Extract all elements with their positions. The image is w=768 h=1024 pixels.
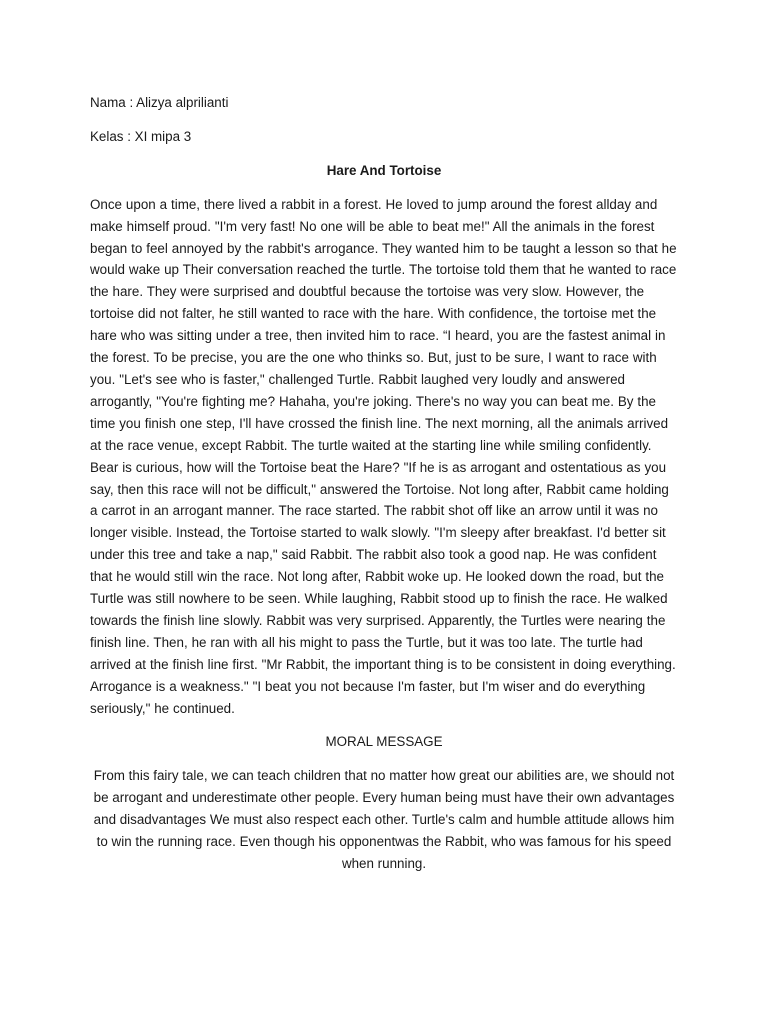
moral-heading: MORAL MESSAGE — [325, 734, 443, 750]
student-name: Nama : Alizya alprilianti — [90, 95, 229, 110]
story-title: Hare And Tortoise — [326, 162, 442, 178]
moral-body: From this fairy tale, we can teach children that no matter how great our abilities are, we should not be arrogant and underestimate other people. Every human being must have their own advantages and disadvantages We must also respect each other. Turtle's calm and humble attitude allows him to win the running race. Even though his opponentwas the Rabbit, who was famous for his speed when running. — [93, 768, 675, 871]
student-class: Kelas : XI mipa 3 — [90, 128, 192, 144]
story-body: Once upon a time, there lived a rabbit in a forest. He loved to jump around the forest allday and make himself proud. "I'm very fast! No one will be able to beat me!" All the animals in the forest began to feel annoyed by the rabbit's arrogance. They wanted him to be taught a lesson so that he would wake up Their conversation reached the turtle. The tortoise told them that he wanted to race the hare. They were surprised and doubtful because the tortoise was very slow. However, the tortoise did not falter, he still wanted to race with the hare. With confidence, the tortoise met the hare who was sitting under a tree, then invited him to race. “I heard, you are the fastest animal in the forest. To be precise, you are the one who thinks so. But, just to be sure, I want to race with you. "Let's see who is faster," challenged Turtle. Rabbit laughed very loudly and answered arrogantly, "You're fighting me? Hahaha, you're joking. There's no way you can beat me. By the time you finish one step, I'll have crossed the finish line. The next morning, all the animals arrived at the race venue, except Rabbit. The turtle waited at the starting line while smiling confidently. Bear is curious, how will the Tortoise beat the Hare? "If he is as arrogant and ostentatious as you say, then this race will not be difficult," answered the Tortoise. Not long after, Rabbit came holding a carrot in an arrogant manner. The race started. The rabbit shot off like an arrow until it was no longer visible. Instead, the Tortoise started to walk slowly. "I'm sleepy after breakfast. I'd better sit under this tree and take a nap," said Rabbit. The rabbit also took a good nap. He was confident that he would still win the race. Not long after, Rabbit woke up. He looked down the road, but the Turtle was still nowhere to be seen. While laughing, Rabbit stood up to finish the race. He walked towards the finish line slowly. Rabbit was very surprised. Apparently, the Turtles were nearing the finish line. Then, he ran with all his might to pass the Turtle, but it was too late. The turtle had arrived at the finish line first. "Mr Rabbit, the important thing is to be consistent in doing everything. Arrogance is a weakness." "I beat you not because I'm faster, but I'm wiser and do everything seriously," he continued. — [90, 196, 677, 716]
document-content — [90, 92, 678, 875]
